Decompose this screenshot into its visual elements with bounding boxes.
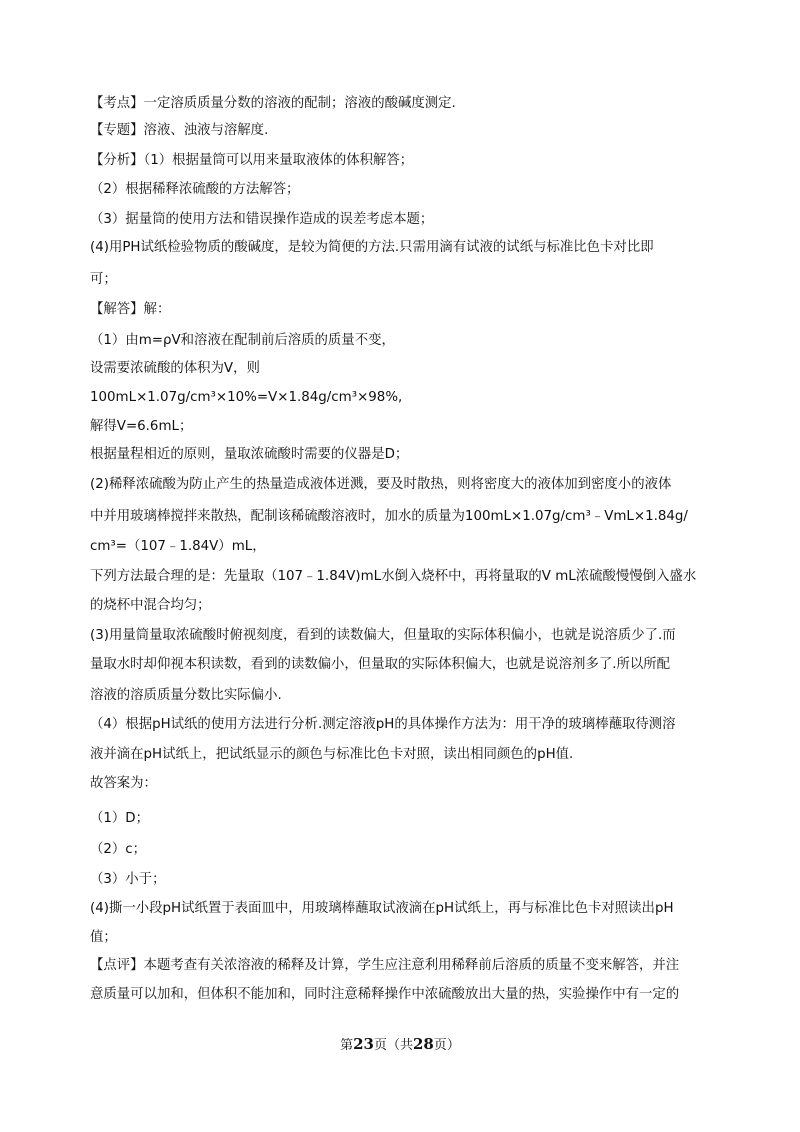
text-line: 液并滴在pH试纸上，把试纸显示的颜色与标准比色卡对照，读出相同颜色的pH值. (90, 747, 574, 762)
text-line: （2）c； (90, 842, 147, 857)
text-line: 下列方法最合理的是：先量取（107﹣1.84V)mL水倒入烧杯中，再将量取的V mL浓硫酸慢慢倒入盛水 (90, 569, 697, 584)
footer-prefix: 第 (340, 1038, 354, 1053)
text-line: cm³=（107﹣1.84V）mL， (90, 539, 266, 554)
text-line: 意质量可以加和，但体积不能加和，同时注意稀释操作中浓硫酸放出大量的热，实验操作中有一定的 (90, 987, 680, 1002)
text-line: 解得V=6.6mL； (90, 419, 193, 434)
text-line: 故答案为： (90, 776, 157, 791)
text-line: 【专题】溶液、浊液与溶解度. (90, 123, 269, 138)
text-line: （1）由m=ρV和溶液在配制前后溶质的质量不变， (90, 333, 395, 348)
text-line: 值； (90, 930, 117, 945)
text-line: 100mL×1.07g/cm³×10%=V×1.84g/cm³×98%, (90, 390, 403, 405)
text-line: 【点评】本题考查有关浓溶液的稀释及计算，学生应注意利用稀释前后溶质的质量不变来解答，并注 (90, 958, 680, 973)
current-page-number: 23 (353, 1035, 374, 1053)
text-line: 【解答】解： (90, 302, 171, 317)
text-line: (3)用量筒量取浓硫酸时俯视刻度，看到的读数偏大，但量取的实际体积偏小，也就是说溶质少了.而 (90, 628, 676, 643)
text-line: 中并用玻璃棒搅拌来散热，配制该稀硫酸溶液时，加水的质量为100mL×1.07g/cm³﹣VmL×1.84g/ (90, 509, 688, 524)
page-footer (0, 1034, 800, 1053)
text-line: 设需要浓硫酸的体积为V，则 (90, 361, 260, 376)
total-page-number: 28 (413, 1035, 434, 1053)
text-line: (4)撕一小段pH试纸置于表面皿中，用玻璃棒蘸取试液滴在pH试纸上，再与标准比色卡对照读出pH (90, 901, 674, 916)
text-line: （2）根据稀释浓硫酸的方法解答； (90, 182, 300, 197)
footer-middle: 页（共 (373, 1038, 413, 1053)
text-line: 溶液的溶质质量分数比实际偏小. (90, 688, 282, 703)
footer-suffix: 页） (433, 1038, 460, 1053)
text-line: 的烧杯中混合均匀； (90, 598, 211, 613)
text-line: 量取水时却仰视本积读数，看到的读数偏小，但量取的实际体积偏大，也就是说溶剂多了.所以所配 (90, 657, 671, 672)
text-line: （4）根据pH试纸的使用方法进行分析.测定溶液pH的具体操作方法为：用干净的玻璃棒蘸取待测溶 (90, 717, 676, 732)
text-line: 【考点】一定溶质质量分数的溶液的配制；溶液的酸碱度测定. (90, 96, 456, 111)
text-line: （3）小于； (90, 872, 166, 887)
text-line: 可； (90, 272, 117, 287)
text-line: （1）D； (90, 811, 150, 826)
text-line: 根据量程相近的原则，量取浓硫酸时需要的仪器是D； (90, 447, 409, 462)
text-line: (2)稀释浓硫酸为防止产生的热量造成液体迸溅，要及时散热，则将密度大的液体加到密度小的液体 (90, 477, 672, 492)
text-line: (4)用PH试纸检验物质的酸碱度，是较为简便的方法.只需用滴有试液的试纸与标准比色卡对比即 (90, 240, 654, 255)
text-line: （3）据量筒的使用方法和错误操作造成的误差考虑本题； (90, 212, 434, 227)
text-line: 【分析】（1）根据量筒可以用来量取液体的体积解答； (90, 153, 414, 168)
